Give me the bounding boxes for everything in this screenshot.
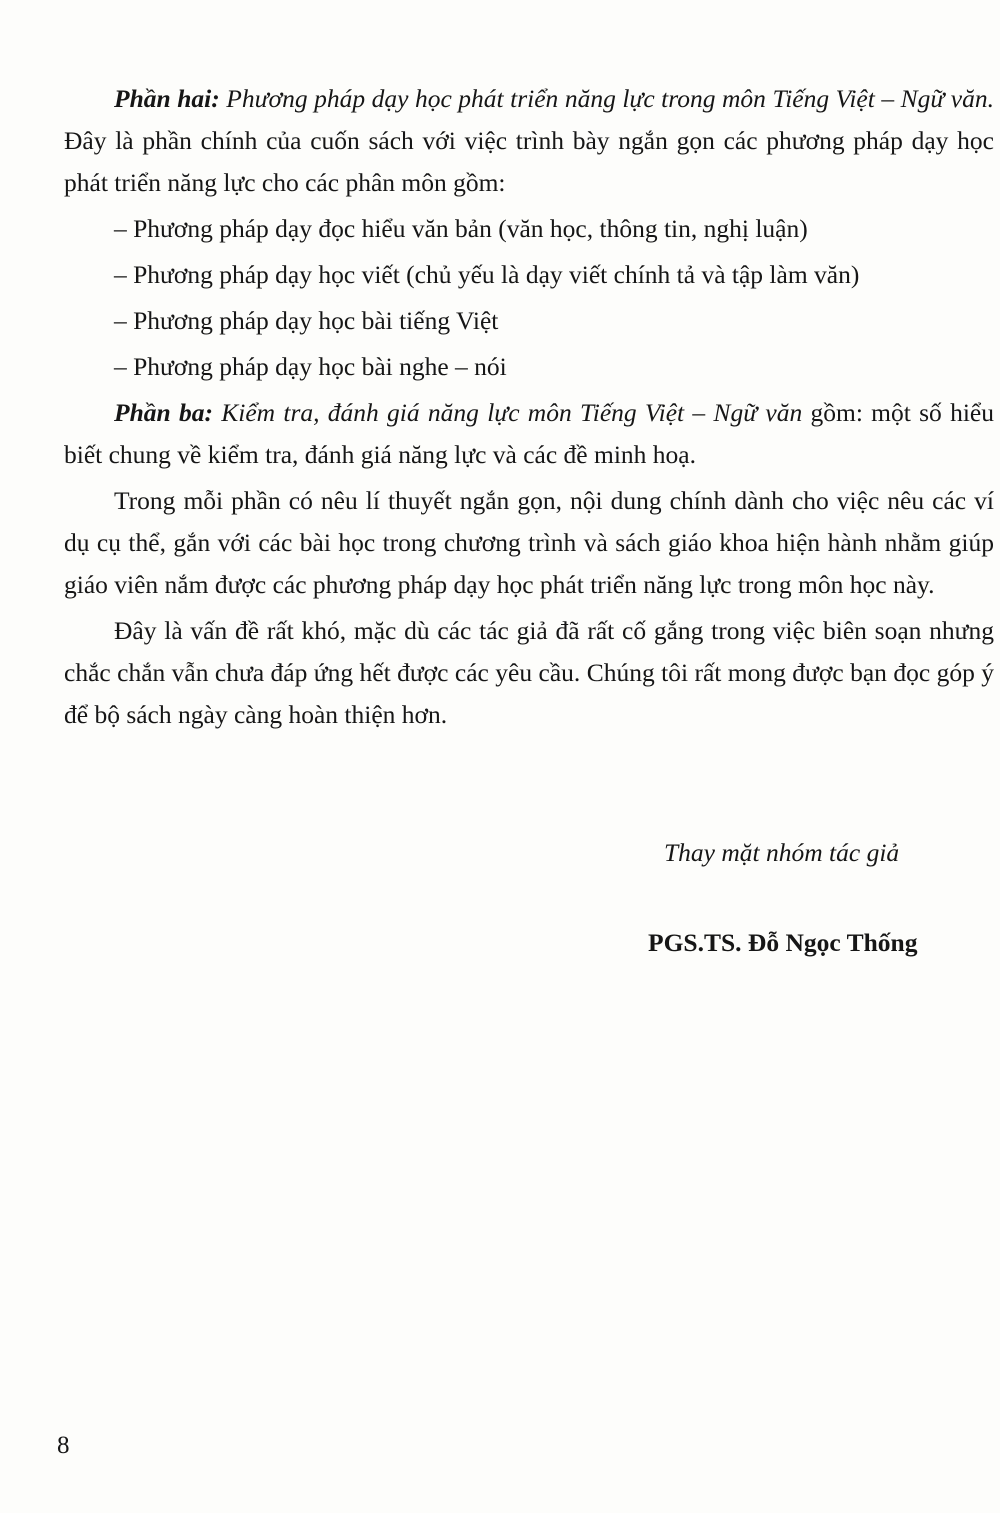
method-item-vietnamese: – Phương pháp dạy học bài tiếng Việt [114, 306, 499, 335]
part-two-lead: Phần hai: [114, 84, 220, 113]
part-three-lead: Phần ba: [114, 398, 213, 427]
page-number: 8 [57, 1432, 70, 1459]
part-two-body: Đây là phần chính của cuốn sách với việc trình bày ngắn gọn các phương pháp dạy học phát triển năng lực cho các phân môn gồm: [64, 126, 994, 197]
body-text [64, 78, 994, 740]
paragraph-part-two [64, 78, 994, 204]
paragraph-each-part: Trong mỗi phần có nêu lí thuyết ngắn gọn, nội dung chính dành cho việc nêu các ví dụ cụ thể, gắn với các bài học trong chương trình và sách giáo khoa hiện hành nhằm giúp giáo viên nắm được các phương pháp dạy học phát triển năng lực trong môn học này. [64, 486, 994, 599]
signature-role: Thay mặt nhóm tác giả [664, 838, 900, 867]
part-three-body: gồm: một số hiểu biết chung về kiểm tra, đánh giá năng lực và các đề minh hoạ. [64, 398, 994, 469]
method-item-reading: – Phương pháp dạy đọc hiểu văn bản (văn học, thông tin, nghị luận) [114, 214, 808, 243]
method-item-listening-speaking: – Phương pháp dạy học bài nghe – nói [114, 352, 507, 381]
part-two-title: Phương pháp dạy học phát triển năng lực trong môn Tiếng Việt – Ngữ văn. [219, 84, 994, 113]
method-item-writing: – Phương pháp dạy học viết (chủ yếu là dạy viết chính tả và tập làm văn) [114, 260, 860, 289]
signature-name: PGS.TS. Đỗ Ngọc Thống [648, 928, 918, 957]
part-three-title: Kiểm tra, đánh giá năng lực môn Tiếng Việt – Ngữ văn [212, 398, 803, 427]
paragraph-difficult: Đây là vấn đề rất khó, mặc dù các tác giả đã rất cố gắng trong việc biên soạn nhưng chắc chắn vẫn chưa đáp ứng hết được các yêu cầu. Chúng tôi rất mong được bạn đọc góp ý để bộ sách ngày càng hoàn thiện hơn. [64, 616, 994, 729]
paragraph-part-three [64, 392, 994, 476]
